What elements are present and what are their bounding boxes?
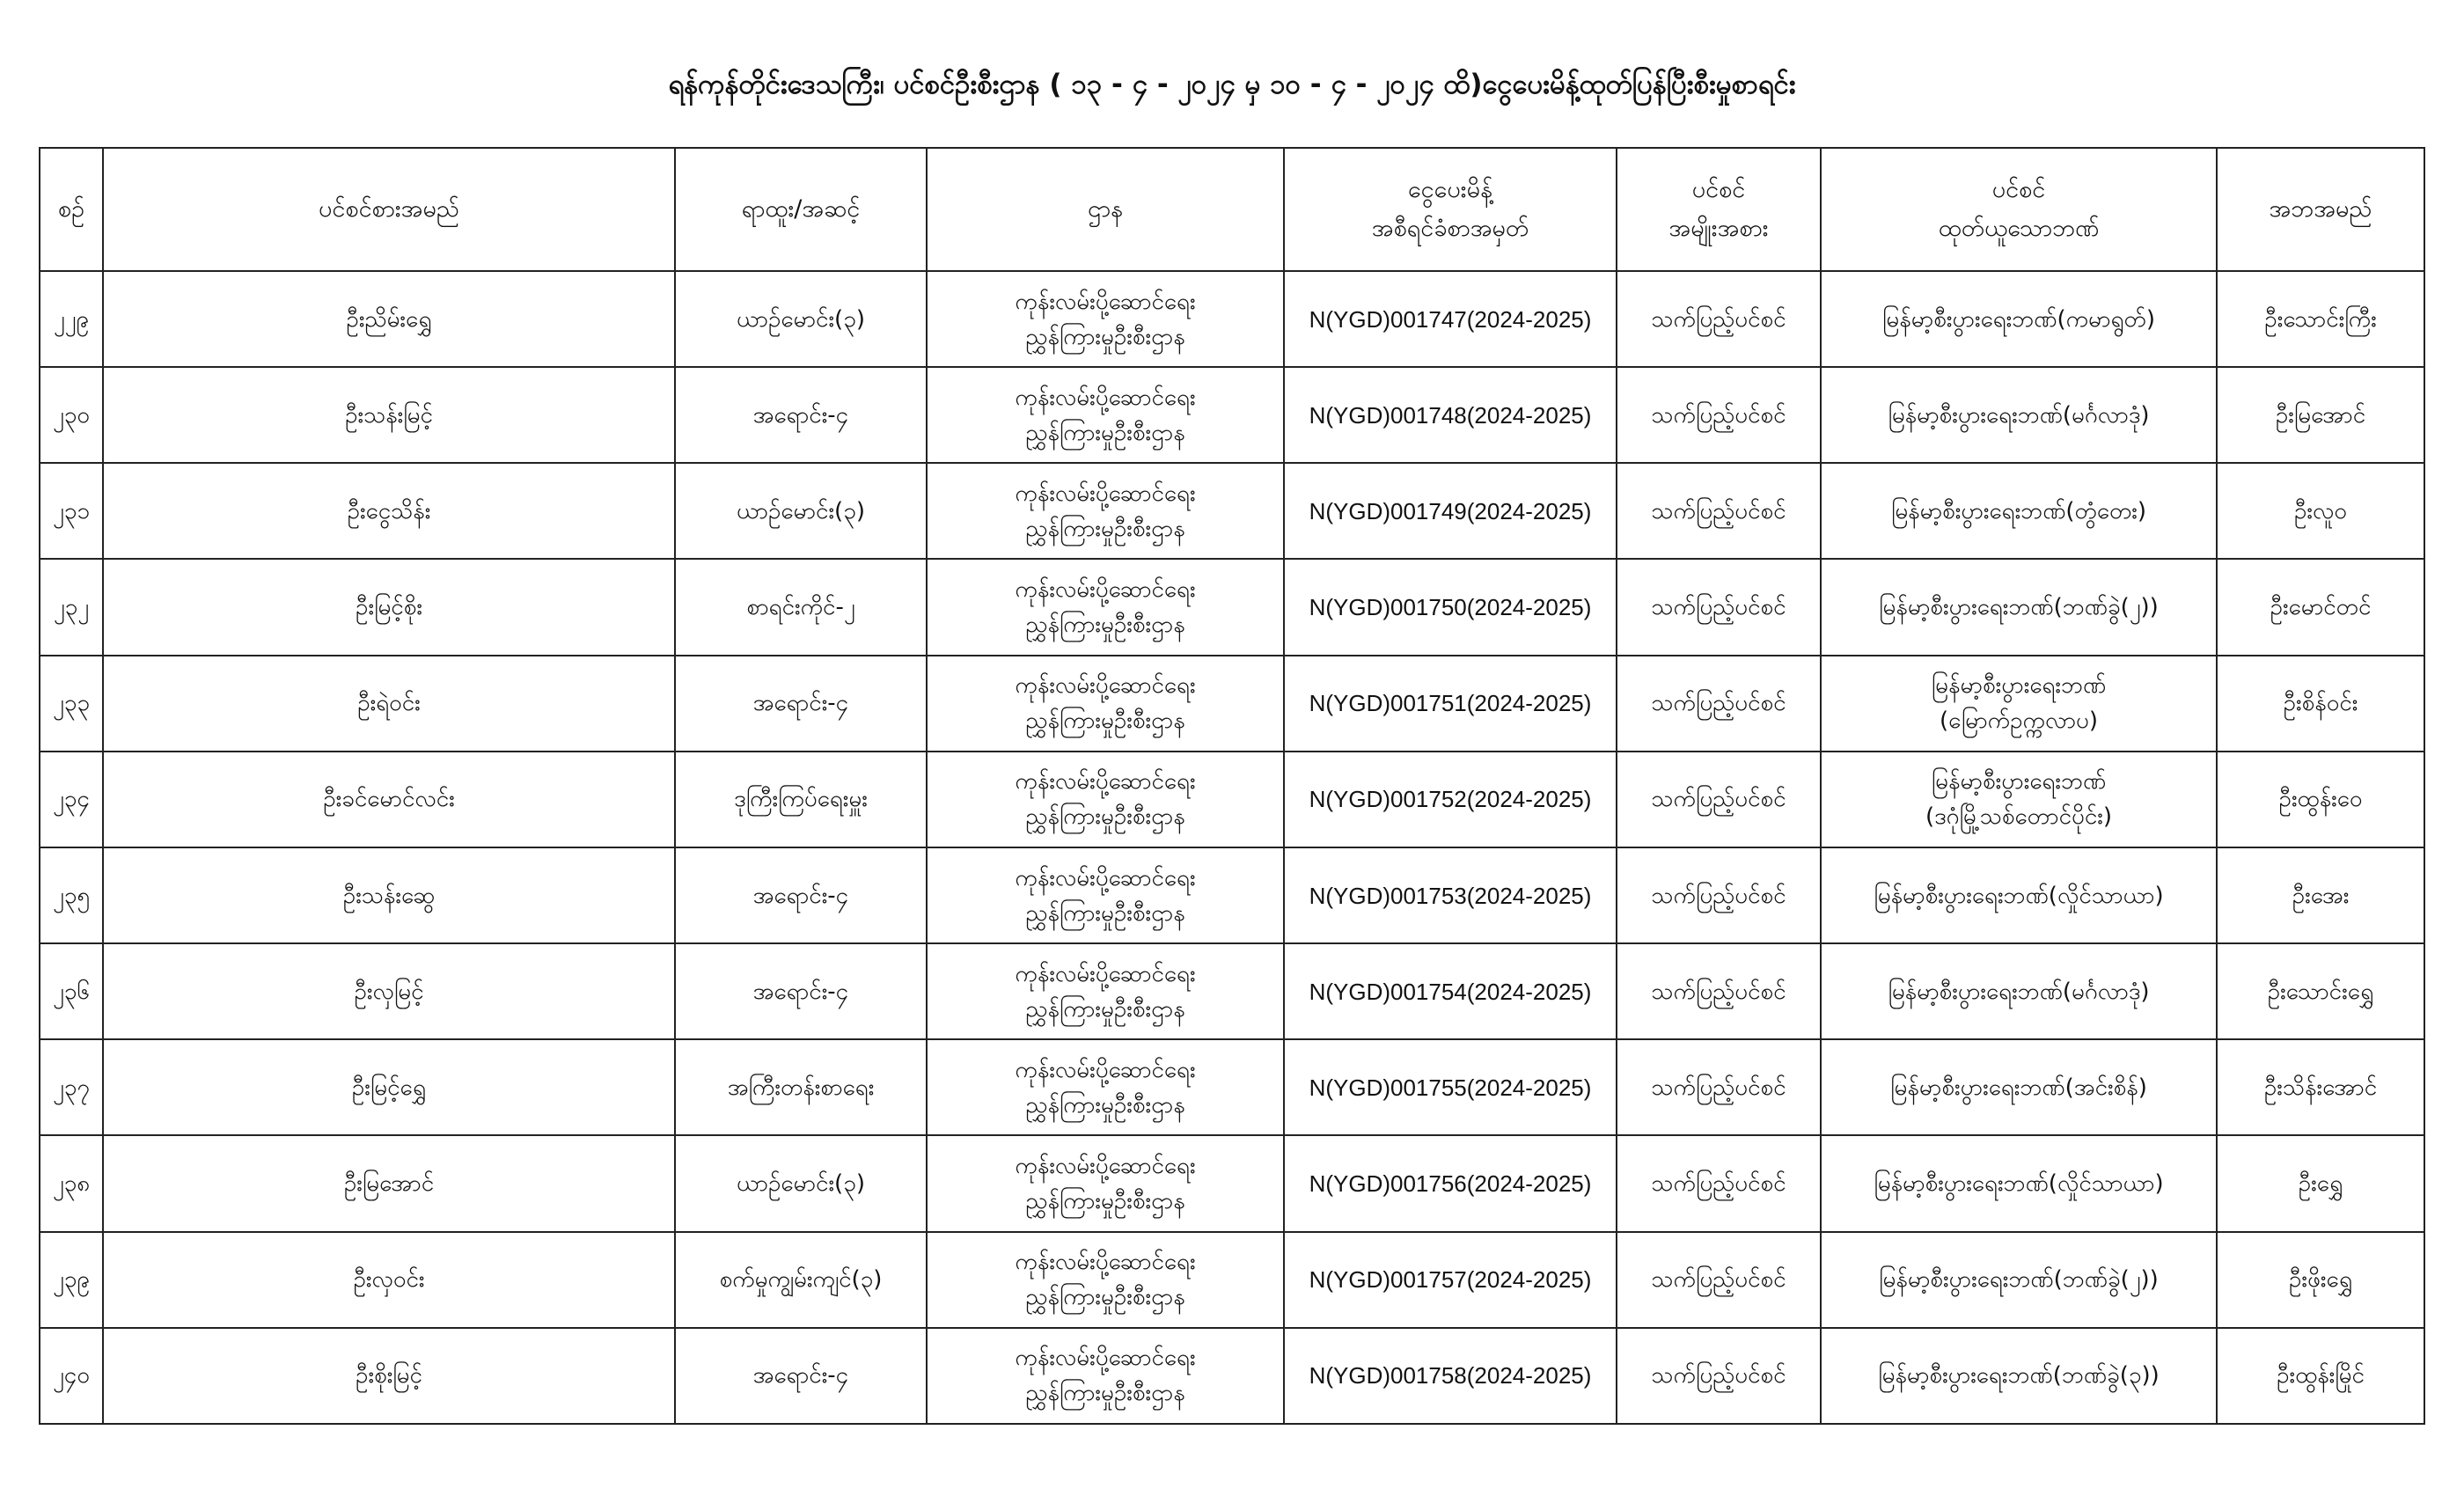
cell-pensioner-name: ဦးမြင့်စိုး [103,559,675,655]
cell-pension-type: သက်ပြည့်ပင်စင် [1617,752,1821,847]
pension-roster-table [39,147,2425,1425]
cell-bank-line1: မြန်မာ့စီးပွားရေးဘဏ်(ဘဏ်ခွဲ(၂)) [1879,1266,2159,1294]
cell-father-name: ဦးသိန်းအောင် [2217,1039,2424,1135]
table-row [40,271,2424,367]
cell-bank [1821,271,2217,367]
cell-order-number: N(YGD)001747(2024-2025) [1284,271,1617,367]
table-row [40,1039,2424,1135]
cell-position: ယာဉ်မောင်း(၃) [675,1135,927,1231]
cell-department [927,463,1284,559]
cell-department-line2: ညွှန်ကြားမှုဦးစီးဌာန [1025,899,1185,927]
cell-position: အရောင်း-၄ [675,1328,927,1424]
table-row [40,367,2424,463]
cell-no: ၂၃၀ [40,367,103,463]
cell-department-line1: ကုန်းလမ်းပို့ဆောင်ရေး [1015,1345,1196,1372]
header-order-number-line2: အစီရင်ခံစာအမှတ် [1371,215,1529,242]
cell-bank-line1: မြန်မာ့စီးပွားရေးဘဏ်(ဘဏ်ခွဲ(၂)) [1879,594,2159,621]
cell-department-line2: ညွှန်ကြားမှုဦးစီးဌာန [1025,708,1185,735]
cell-father-name: ဦးစိန်ဝင်း [2217,656,2424,752]
cell-department-line2: ညွှန်ကြားမှုဦးစီးဌာန [1025,612,1185,639]
cell-pensioner-name: ဦးမြအောင် [103,1135,675,1231]
cell-pension-type: သက်ပြည့်ပင်စင် [1617,559,1821,655]
cell-department-line2: ညွှန်ကြားမှုဦးစီးဌာန [1025,803,1185,831]
table-row [40,1328,2424,1424]
cell-bank [1821,463,2217,559]
cell-department-line1: ကုန်းလမ်းပို့ဆောင်ရေး [1015,1249,1196,1276]
cell-order-number: N(YGD)001752(2024-2025) [1284,752,1617,847]
cell-order-number: N(YGD)001758(2024-2025) [1284,1328,1617,1424]
cell-position: အရောင်း-၄ [675,367,927,463]
header-order-number [1284,148,1617,271]
table-row [40,1232,2424,1328]
cell-department [927,1232,1284,1328]
cell-order-number: N(YGD)001751(2024-2025) [1284,656,1617,752]
cell-pensioner-name: ဦးလှမြင့် [103,943,675,1039]
cell-pensioner-name: ဦးညိမ်းရွှေ [103,271,675,367]
table-row [40,847,2424,943]
cell-department-line2: ညွှန်ကြားမှုဦးစီးဌာန [1025,419,1185,446]
cell-pension-type: သက်ပြည့်ပင်စင် [1617,463,1821,559]
table-row [40,463,2424,559]
cell-no: ၂၃၇ [40,1039,103,1135]
cell-father-name: ဦးမြအောင် [2217,367,2424,463]
cell-department-line1: ကုန်းလမ်းပို့ဆောင်ရေး [1015,1152,1196,1179]
table-row [40,943,2424,1039]
cell-bank-line1: မြန်မာ့စီးပွားရေးဘဏ်(လှိုင်သာယာ) [1874,1170,2164,1197]
cell-bank-line2: (မြောက်ဥက္ကလာပ) [1939,708,2099,735]
cell-department [927,271,1284,367]
header-father-name: အဘအမည် [2217,148,2424,271]
cell-department [927,1039,1284,1135]
cell-bank-line1: မြန်မာ့စီးပွားရေးဘဏ် [1931,672,2107,700]
cell-father-name: ဦးဖိုးရွှေ [2217,1232,2424,1328]
cell-order-number: N(YGD)001754(2024-2025) [1284,943,1617,1039]
cell-bank-line1: မြန်မာ့စီးပွားရေးဘဏ်(တွံတေး) [1890,497,2147,524]
cell-father-name: ဦးသောင်းကြီး [2217,271,2424,367]
table-row [40,1135,2424,1231]
cell-pension-type: သက်ပြည့်ပင်စင် [1617,1232,1821,1328]
cell-no: ၂၃၂ [40,559,103,655]
cell-bank-line1: မြန်မာ့စီးပွားရေးဘဏ်(မင်္ဂလာဒုံ) [1888,401,2150,429]
header-bank-line1: ပင်စင် [1991,176,2046,203]
cell-pensioner-name: ဦးစိုးမြင့် [103,1328,675,1424]
cell-no: ၂၂၉ [40,271,103,367]
cell-department-line2: ညွှန်ကြားမှုဦးစီးဌာန [1025,323,1185,350]
header-pensioner-name: ပင်စင်စားအမည် [103,148,675,271]
cell-pension-type: သက်ပြည့်ပင်စင် [1617,271,1821,367]
cell-department [927,367,1284,463]
cell-department [927,943,1284,1039]
cell-bank [1821,559,2217,655]
header-bank-line2: ထုတ်ယူသောဘဏ် [1938,215,2100,242]
cell-order-number: N(YGD)001756(2024-2025) [1284,1135,1617,1231]
cell-father-name: ဦးမောင်တင် [2217,559,2424,655]
cell-bank-line2: (ဒဂုံမြို့သစ်တောင်ပိုင်း) [1925,803,2113,831]
cell-department-line1: ကုန်းလမ်းပို့ဆောင်ရေး [1015,960,1196,987]
cell-position: အရောင်း-၄ [675,656,927,752]
cell-department-line1: ကုန်းလမ်းပို့ဆောင်ရေး [1015,576,1196,604]
table-row [40,752,2424,847]
cell-no: ၂၃၄ [40,752,103,847]
cell-bank-line1: မြန်မာ့စီးပွားရေးဘဏ်(မင်္ဂလာဒုံ) [1888,978,2150,1005]
header-pension-type [1617,148,1821,271]
cell-position: စက်မှုကျွမ်းကျင်(၃) [675,1232,927,1328]
cell-bank-line1: မြန်မာ့စီးပွားရေးဘဏ်(ဘဏ်ခွဲ(၃)) [1878,1362,2160,1390]
cell-pension-type: သက်ပြည့်ပင်စင် [1617,847,1821,943]
cell-department-line2: ညွှန်ကြားမှုဦးစီးဌာန [1025,995,1185,1023]
cell-father-name: ဦးလူဝ [2217,463,2424,559]
cell-no: ၂၃၅ [40,847,103,943]
cell-department [927,559,1284,655]
cell-pensioner-name: ဦးငွေသိန်း [103,463,675,559]
cell-department [927,847,1284,943]
cell-no: ၂၃၉ [40,1232,103,1328]
cell-department [927,752,1284,847]
cell-order-number: N(YGD)001750(2024-2025) [1284,559,1617,655]
cell-order-number: N(YGD)001755(2024-2025) [1284,1039,1617,1135]
cell-father-name: ဦးအေး [2217,847,2424,943]
cell-pensioner-name: ဦးမြင့်ရွှေ [103,1039,675,1135]
cell-bank [1821,1328,2217,1424]
header-no: စဉ် [40,148,103,271]
cell-department-line1: ကုန်းလမ်းပို့ဆောင်ရေး [1015,288,1196,315]
cell-father-name: ဦးရွှေ [2217,1135,2424,1231]
cell-order-number: N(YGD)001749(2024-2025) [1284,463,1617,559]
cell-pensioner-name: ဦးသန်းဆွေ [103,847,675,943]
cell-department-line2: ညွှန်ကြားမှုဦးစီးဌာန [1025,1380,1185,1407]
cell-position: အကြီးတန်းစာရေး [675,1039,927,1135]
cell-no: ၂၃၈ [40,1135,103,1231]
cell-department-line1: ကုန်းလမ်းပို့ဆောင်ရေး [1015,1056,1196,1083]
cell-pensioner-name: ဦးခင်မောင်လင်း [103,752,675,847]
cell-no: ၂၃၃ [40,656,103,752]
cell-bank [1821,1232,2217,1328]
cell-bank [1821,367,2217,463]
cell-position: အရောင်း-၄ [675,847,927,943]
cell-position: စာရင်းကိုင်-၂ [675,559,927,655]
table-header-row [40,148,2424,271]
cell-department-line1: ကုန်းလမ်းပို့ဆောင်ရေး [1015,672,1196,700]
cell-bank-line1: မြန်မာ့စီးပွားရေးဘဏ်(အင်းစိန်) [1890,1074,2147,1101]
cell-pension-type: သက်ပြည့်ပင်စင် [1617,943,1821,1039]
cell-pensioner-name: ဦးလှဝင်း [103,1232,675,1328]
cell-bank [1821,943,2217,1039]
table-row [40,656,2424,752]
cell-father-name: ဦးထွန်းဝေ [2217,752,2424,847]
cell-pension-type: သက်ပြည့်ပင်စင် [1617,1328,1821,1424]
cell-pensioner-name: ဦးရဲဝင်း [103,656,675,752]
cell-position: ယာဉ်မောင်း(၃) [675,271,927,367]
cell-department-line2: ညွှန်ကြားမှုဦးစီးဌာန [1025,515,1185,542]
cell-department [927,656,1284,752]
cell-pension-type: သက်ပြည့်ပင်စင် [1617,1135,1821,1231]
cell-department-line1: ကုန်းလမ်းပို့ဆောင်ရေး [1015,480,1196,507]
cell-bank-line1: မြန်မာ့စီးပွားရေးဘဏ်(လှိုင်သာယာ) [1874,882,2164,909]
cell-department-line1: ကုန်းလမ်းပို့ဆောင်ရေး [1015,384,1196,411]
cell-bank [1821,1039,2217,1135]
cell-order-number: N(YGD)001748(2024-2025) [1284,367,1617,463]
cell-department [927,1328,1284,1424]
cell-position: ယာဉ်မောင်း(၃) [675,463,927,559]
cell-position: အရောင်း-၄ [675,943,927,1039]
cell-no: ၂၃၆ [40,943,103,1039]
cell-bank [1821,656,2217,752]
header-pension-type-line2: အမျိုးအစား [1668,215,1769,242]
cell-bank [1821,847,2217,943]
cell-pensioner-name: ဦးသန်းမြင့် [103,367,675,463]
header-bank [1821,148,2217,271]
cell-no: ၂၄၀ [40,1328,103,1424]
cell-pension-type: သက်ပြည့်ပင်စင် [1617,1039,1821,1135]
cell-father-name: ဦးထွန်းမြိုင် [2217,1328,2424,1424]
table-row [40,559,2424,655]
cell-no: ၂၃၁ [40,463,103,559]
cell-bank-line1: မြန်မာ့စီးပွားရေးဘဏ် [1931,768,2107,796]
header-position: ရာထူး/အဆင့် [675,148,927,271]
cell-father-name: ဦးသောင်းရွှေ [2217,943,2424,1039]
document-title: ရန်ကုန်တိုင်းဒေသကြီး၊ ပင်စင်ဦးစီးဌာန ( ၁၃ - ၄ - ၂၀၂၄ မှ ၁၀ - ၄ - ၂၀၂၄ ထိ)ငွေပေးမိန့်ထုတ်ပြန်ပြီးစီးမှုစာရင်း [668,69,1796,100]
cell-order-number: N(YGD)001753(2024-2025) [1284,847,1617,943]
cell-department [927,1135,1284,1231]
cell-department-line1: ကုန်းလမ်းပို့ဆောင်ရေး [1015,864,1196,891]
cell-position: ဒုကြီးကြပ်ရေးမှူး [675,752,927,847]
cell-department-line1: ကုန်းလမ်းပို့ဆောင်ရေး [1015,768,1196,796]
cell-department-line2: ညွှန်ကြားမှုဦးစီးဌာန [1025,1284,1185,1311]
cell-department-line2: ညွှန်ကြားမှုဦးစီးဌာန [1025,1187,1185,1214]
header-pension-type-line1: ပင်စင် [1691,176,1746,203]
header-order-number-line1: ငွေပေးမိန့် [1408,176,1492,203]
cell-bank-line1: မြန်မာ့စီးပွားရေးဘဏ်(ကမာရွတ်) [1882,305,2155,333]
cell-department-line2: ညွှန်ကြားမှုဦးစီးဌာန [1025,1091,1185,1118]
cell-order-number: N(YGD)001757(2024-2025) [1284,1232,1617,1328]
cell-pension-type: သက်ပြည့်ပင်စင် [1617,367,1821,463]
cell-pension-type: သက်ပြည့်ပင်စင် [1617,656,1821,752]
header-department: ဌာန [927,148,1284,271]
cell-bank [1821,1135,2217,1231]
cell-bank [1821,752,2217,847]
